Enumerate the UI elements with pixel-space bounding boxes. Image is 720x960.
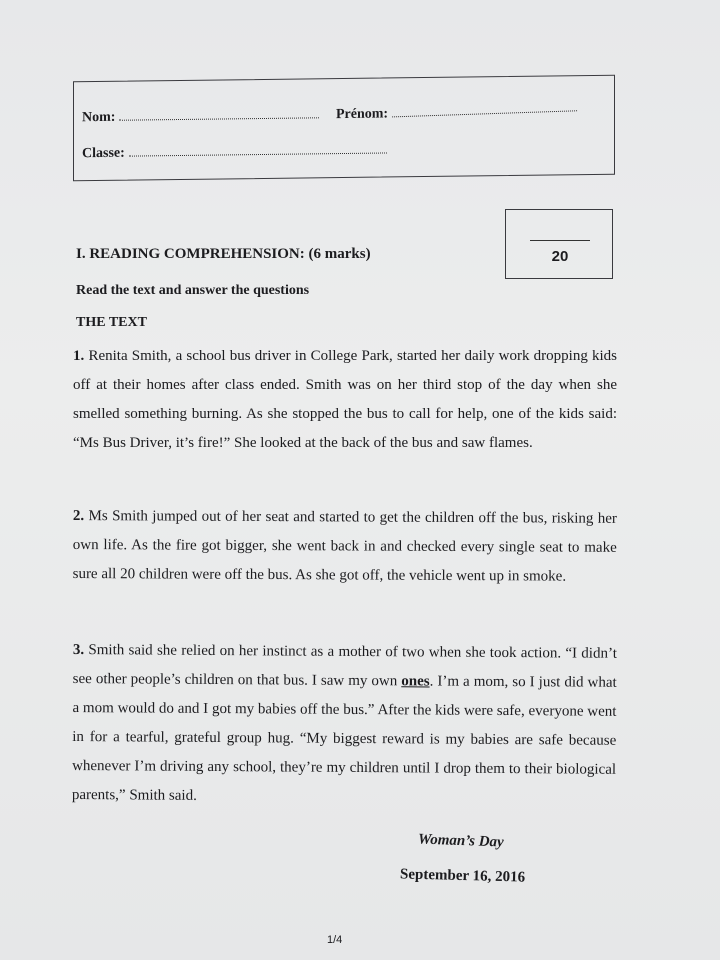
student-info-box bbox=[73, 75, 615, 182]
section-title: I. READING COMPREHENSION: (6 marks) bbox=[76, 246, 371, 262]
page-number: 1/4 bbox=[327, 934, 343, 946]
classe-label: Classe: bbox=[82, 145, 125, 162]
paragraph-text-end: . I’m a mom, so I just did what a mom would do and I got my babies off the bus.” After the kids were safe, everyone went in for a tearful, grateful group hug. “My biggest reward is my babies are safe because whenever I’m driving any school, they’re my children until I drop them to their biological parents,” Smith said. bbox=[71, 673, 617, 804]
prenom-label: Prénom: bbox=[336, 106, 389, 123]
classe-field bbox=[82, 142, 387, 162]
paragraph-text-start: Smith said she relied on her instinct as a mother of two when she took action. “I didn’t see other people’s children on that bus. I saw my own bbox=[72, 642, 617, 690]
instruction-text: Read the text and answer the questions bbox=[76, 283, 310, 298]
nom-field bbox=[82, 107, 319, 126]
source-date: September 16, 2016 bbox=[399, 866, 526, 886]
prenom-blank bbox=[392, 100, 577, 117]
paragraph-text: Renita Smith, a school bus driver in College Park, started her daily work dropping kids off at their homes after class ended. Smith was on her third stop of the day when she smelled something burning. As she stopped the bus to call for help, one of the kids said: “Ms Bus Driver, it’s fire!” She looked at the back of the bus and saw flames. bbox=[73, 348, 618, 451]
underlined-word: ones bbox=[401, 673, 430, 690]
paragraph-2 bbox=[73, 502, 617, 592]
nom-label: Nom: bbox=[82, 109, 116, 126]
paragraph-3 bbox=[72, 636, 617, 814]
score-total: 20 bbox=[551, 248, 569, 265]
text-heading: THE TEXT bbox=[76, 315, 147, 330]
score-box bbox=[505, 209, 613, 279]
paragraph-1 bbox=[73, 342, 617, 458]
classe-blank bbox=[129, 142, 387, 156]
prenom-field bbox=[336, 104, 577, 123]
source-citation: Woman’s Day bbox=[417, 831, 504, 851]
score-fraction-line bbox=[530, 240, 590, 241]
paragraph-number: 3. bbox=[72, 641, 85, 659]
nom-blank bbox=[119, 107, 319, 120]
paragraph-number: 1. bbox=[73, 348, 85, 364]
paragraph-number: 2. bbox=[72, 507, 85, 525]
paragraph-text: Ms Smith jumped out of her seat and started to get the children off the bus, risking her own life. As the fire got bigger, she went back in and checked every single seat to make sure all 20 children were off the bus. As she got off, the vehicle went up in smoke. bbox=[72, 508, 617, 585]
